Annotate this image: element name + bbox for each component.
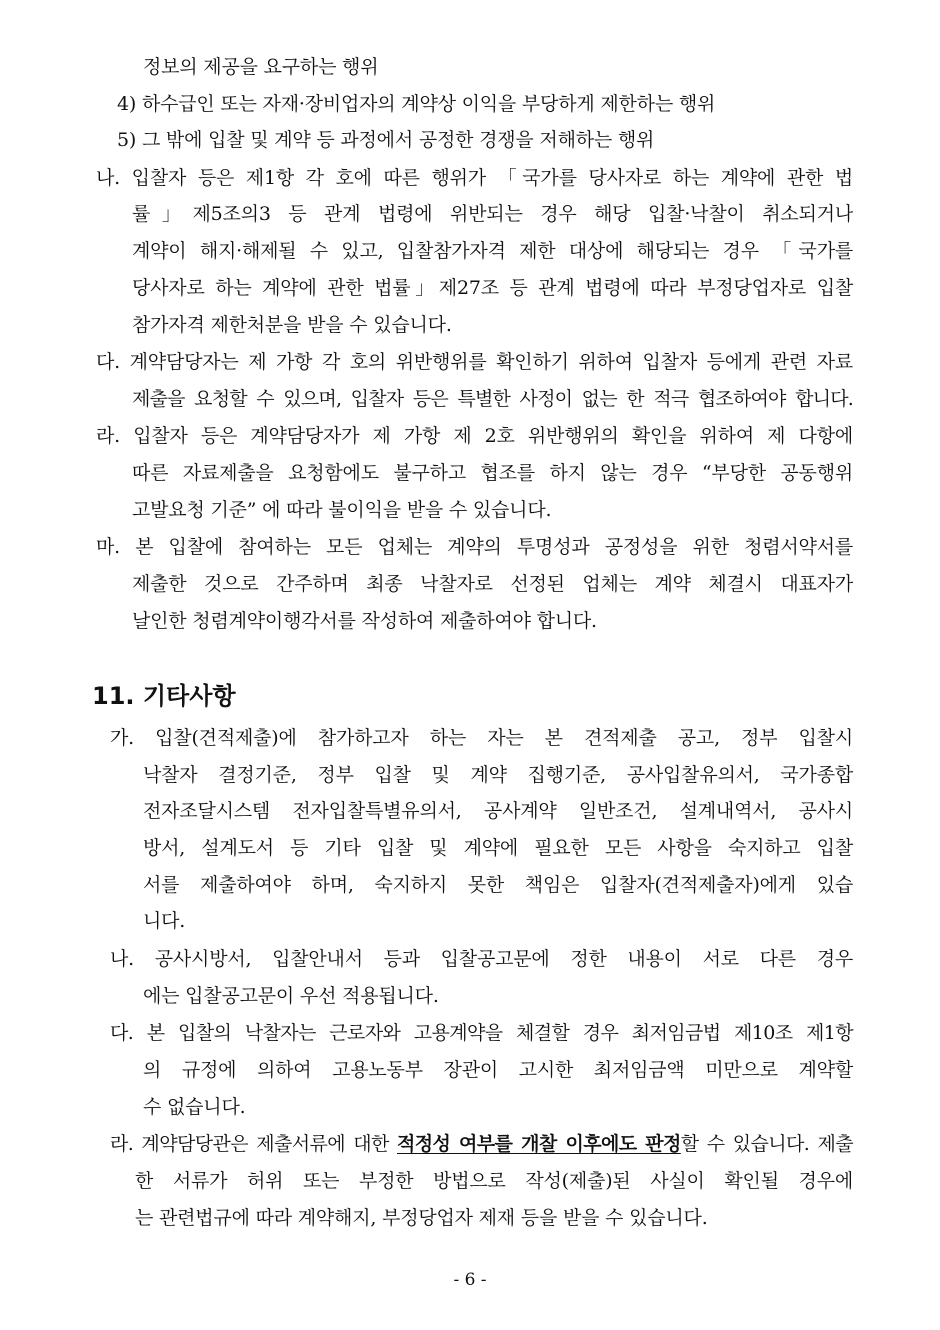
text-line: 가. 입찰(견적제출)에 참가하고자 하는 자는 본 견적제출 공고, 정부 입찰시: [110, 727, 853, 749]
text-line: 따른 자료제출을 요청함에도 불구하고 협조를 하지 않는 경우 “부당한 공동행위: [132, 462, 853, 484]
text-line: 나. 입찰자 등은 제1항 각 호에 따른 행위가 「국가를 당사자로 하는 계약에 관한 법: [96, 167, 853, 189]
text-fragment: 라. 계약담당관은 제출서류에 대한: [110, 1133, 397, 1155]
text-line: [110, 1130, 853, 1158]
text-line: 에는 입찰공고문이 우선 적용됩니다.: [143, 985, 439, 1007]
text-line: 니다.: [143, 910, 186, 932]
text-line: 의 규정에 의하여 고용노동부 장관이 고시한 최저임금액 미만으로 계약할: [143, 1059, 853, 1081]
text-line: 률」제5조의3 등 관계 법령에 위반되는 경우 해당 입찰·낙찰이 취소되거나: [132, 203, 853, 225]
text-line: 정보의 제공을 요구하는 행위: [143, 56, 379, 78]
text-line: 낙찰자 결정기준, 정부 입찰 및 계약 집행기준, 공사입찰유의서, 국가종합: [143, 764, 853, 786]
text-line: 다. 계약담당자는 제 가항 각 호의 위반행위를 확인하기 위하여 입찰자 등에게 관련 자료: [96, 351, 853, 373]
text-line: 제출한 것으로 간주하며 최종 낙찰자로 선정된 업체는 계약 체결시 대표자가: [132, 573, 853, 595]
text-line: 당사자로 하는 계약에 관한 법률」제27조 등 관계 법령에 따라 부정당업자로 입찰: [132, 277, 853, 299]
text-line: 수 없습니다.: [143, 1096, 246, 1118]
text-line: 참가자격 제한처분을 받을 수 있습니다.: [132, 314, 452, 336]
text-line: 나. 공사시방서, 입찰안내서 등과 입찰공고문에 정한 내용이 서로 다른 경우: [110, 948, 853, 970]
text-line: 전자조달시스템 전자입찰특별유의서, 공사계약 일반조건, 설계내역서, 공사시: [143, 800, 853, 822]
text-line: 다. 본 입찰의 낙찰자는 근로자와 고용계약을 체결할 경우 최저임금법 제10조 제1항: [110, 1022, 853, 1044]
text-line: 4) 하수급인 또는 자재·장비업자의 계약상 이익을 부당하게 제한하는 행위: [117, 93, 716, 115]
text-fragment: 할 수 있습니다. 제출: [680, 1133, 853, 1155]
text-line: 는 관련법규에 따라 계약해지, 부정당업자 제재 등을 받을 수 있습니다.: [135, 1207, 708, 1229]
text-line: 라. 입찰자 등은 계약담당자가 제 가항 제 2호 위반행위의 확인을 위하여 제 다항에: [96, 425, 853, 447]
text-line: 마. 본 입찰에 참여하는 모든 업체는 계약의 투명성과 공정성을 위한 청렴서약서를: [96, 536, 853, 558]
text-line: 제출을 요청할 수 있으며, 입찰자 등은 특별한 사정이 없는 한 적극 협조하여야 합니다.: [132, 388, 853, 410]
text-line: 서를 제출하여야 하며, 숙지하지 못한 책임은 입찰자(견적제출자)에게 있습: [143, 874, 853, 896]
text-line: 날인한 청렴계약이행각서를 작성하여 제출하여야 합니다.: [132, 610, 597, 632]
text-line: 고발요청 기준” 에 따라 불이익을 받을 수 있습니다.: [132, 499, 552, 521]
emphasized-text: 적정성 여부를 개찰 이후에도 판정: [396, 1133, 681, 1155]
text-line: 한 서류가 허위 또는 부정한 방법으로 작성(제출)된 사실이 확인될 경우에: [135, 1170, 853, 1192]
text-line: 계약이 해지·해제될 수 있고, 입찰참가자격 제한 대상에 해당되는 경우 「국가를: [132, 240, 853, 262]
section-heading: 11. 기타사항: [92, 682, 236, 710]
text-line: 방서, 설계도서 등 기타 입찰 및 계약에 필요한 모든 사항을 숙지하고 입찰: [143, 837, 853, 859]
text-line: 5) 그 밖에 입찰 및 계약 등 과정에서 공정한 경쟁을 저해하는 행위: [117, 129, 655, 151]
page-number: - 6 -: [453, 1270, 487, 1290]
